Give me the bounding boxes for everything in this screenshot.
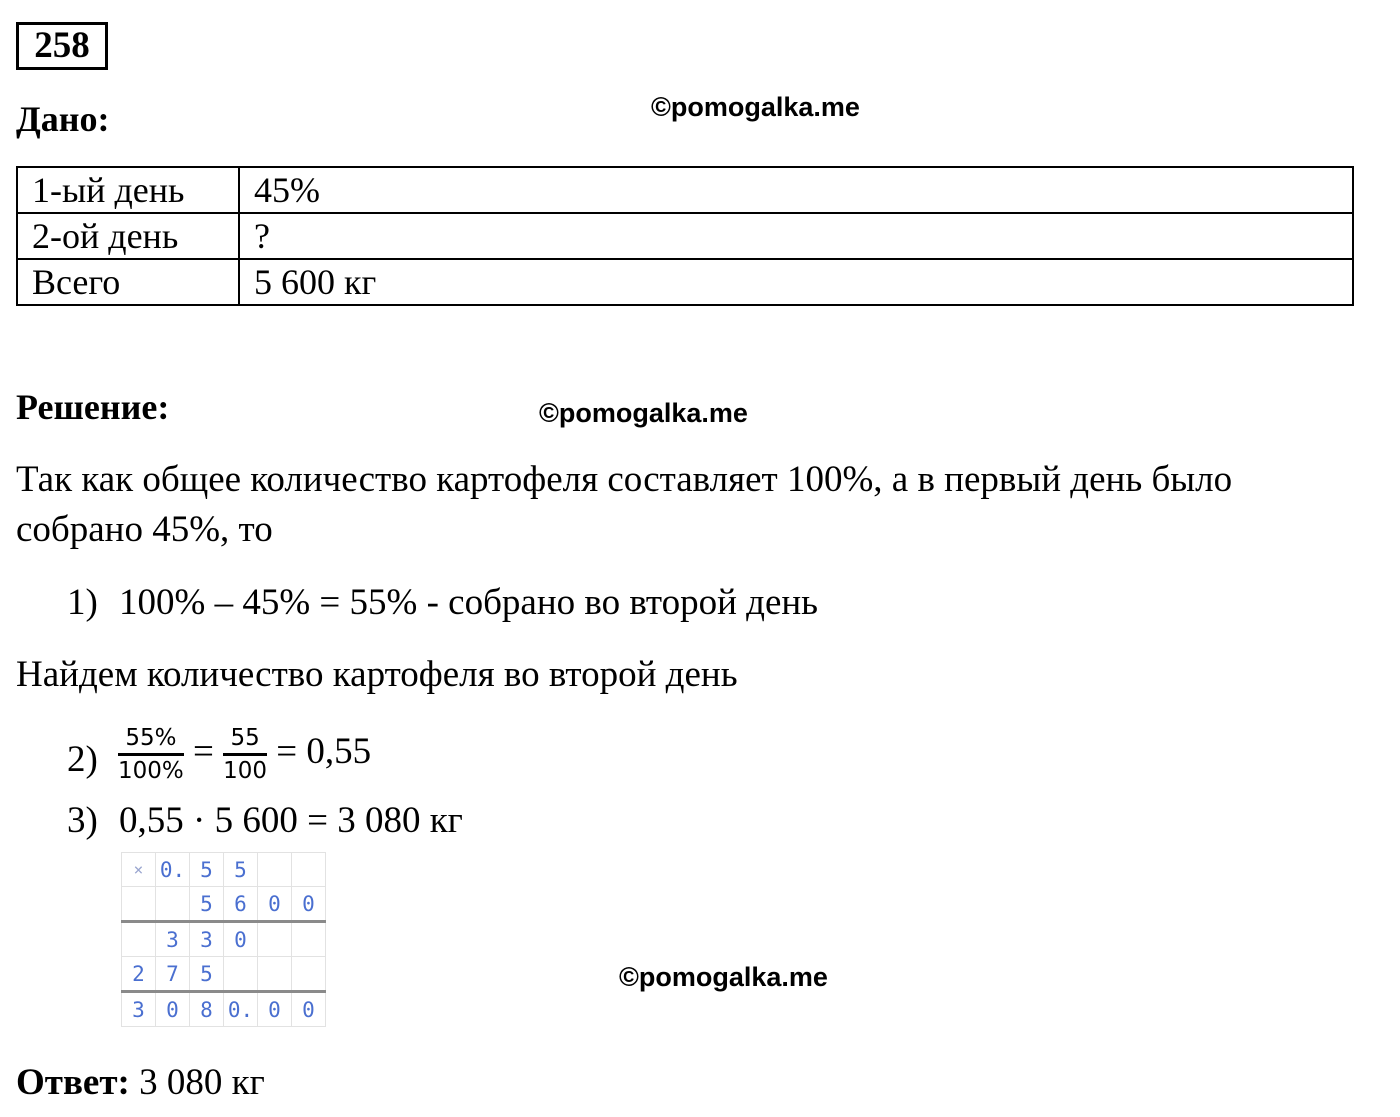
grid-row — [122, 992, 326, 1027]
answer-line — [16, 1058, 265, 1108]
grid-cell: 3 — [190, 922, 224, 957]
fraction-percent — [118, 723, 184, 786]
grid-cell: × — [122, 853, 156, 887]
given-value-cell: 5 600 кг — [239, 259, 1353, 305]
grid-row — [122, 853, 326, 887]
watermark-bottom: ©pomogalka.me — [619, 962, 828, 992]
grid-cell — [292, 853, 326, 887]
step-3-number: 3) — [67, 800, 98, 841]
grid-cell: 6 — [224, 887, 258, 922]
grid-cell — [292, 957, 326, 992]
given-heading: Дано: — [16, 99, 110, 139]
fraction-decimal — [223, 723, 267, 786]
given-value-cell: ? — [239, 213, 1353, 259]
step-3-text: 0,55 · 5 600 = 3 080 кг — [119, 800, 463, 841]
intro-line-1: Так как общее количество картофеля составляет 100%, а в первый день было — [16, 459, 1233, 500]
grid-cell: 0 — [258, 887, 292, 922]
solution-heading: Решение: — [16, 387, 170, 427]
answer-label: Ответ: — [16, 1062, 130, 1103]
grid-cell: 5 — [190, 887, 224, 922]
step-2-expression — [118, 723, 371, 786]
fraction-numerator: 55 — [230, 725, 260, 751]
given-label-cell: 1-ый день — [17, 167, 239, 213]
grid-cell: 0 — [292, 887, 326, 922]
grid-cell: 0. — [224, 992, 258, 1027]
grid-cell — [122, 887, 156, 922]
table-row — [17, 259, 1353, 305]
grid-row — [122, 957, 326, 992]
grid-cell: 0 — [224, 922, 258, 957]
grid-cell: 3 — [156, 922, 190, 957]
watermark-middle: ©pomogalka.me — [539, 398, 748, 428]
grid-cell: 5 — [190, 957, 224, 992]
grid-cell — [258, 922, 292, 957]
table-row — [17, 167, 1353, 213]
fraction-numerator: 55% — [125, 725, 177, 751]
given-label-cell: 2-ой день — [17, 213, 239, 259]
grid-cell — [258, 957, 292, 992]
grid-cell: 0 — [258, 992, 292, 1027]
grid-cell: 3 — [122, 992, 156, 1027]
grid-cell — [156, 887, 190, 922]
grid-cell: 2 — [122, 957, 156, 992]
answer-value: 3 080 кг — [139, 1062, 265, 1103]
grid-cell — [258, 853, 292, 887]
grid-cell: 8 — [190, 992, 224, 1027]
equals-sign: = — [193, 730, 214, 772]
grid-row — [122, 887, 326, 922]
grid-cell — [224, 957, 258, 992]
intro-line-2: собрано 45%, то — [16, 509, 273, 550]
grid-cell: 5 — [190, 853, 224, 887]
given-label-cell: Всего — [17, 259, 239, 305]
grid-cell: 0. — [156, 853, 190, 887]
grid-cell: 5 — [224, 853, 258, 887]
table-row — [17, 213, 1353, 259]
grid-cell — [292, 922, 326, 957]
watermark-top: ©pomogalka.me — [651, 92, 860, 122]
problem-number: 258 — [16, 22, 108, 70]
fraction-denominator: 100% — [118, 758, 184, 784]
find-text: Найдем количество картофеля во второй день — [16, 654, 738, 695]
fraction-denominator: 100 — [223, 758, 268, 784]
step-1-text: 100% – 45% = 55% - собрано во второй день — [119, 582, 819, 623]
step-1-number: 1) — [67, 582, 98, 623]
step-2-result: = 0,55 — [276, 730, 372, 772]
grid-cell: 0 — [292, 992, 326, 1027]
given-table — [16, 166, 1354, 306]
grid-cell: 7 — [156, 957, 190, 992]
grid-cell: 0 — [156, 992, 190, 1027]
multiplication-grid — [121, 852, 326, 1027]
grid-row — [122, 922, 326, 957]
grid-cell — [122, 922, 156, 957]
given-value-cell: 45% — [239, 167, 1353, 213]
step-2-number: 2) — [67, 739, 98, 780]
